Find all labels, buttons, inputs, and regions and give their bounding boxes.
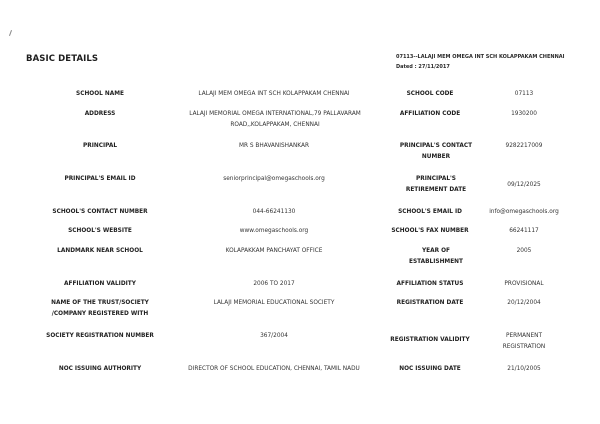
school-reference: 07113--LALAJI MEM OMEGA INT SCH KOLAPPAKAM CHENNAI [396, 54, 565, 60]
school-website-label: SCHOOL'S WEBSITE [68, 228, 132, 234]
noc-date-value: 21/10/2005 [507, 366, 541, 372]
registration-validity-value: PERMANENT REGISTRATION [502, 333, 546, 350]
trust-name-value: LALAJI MEMORIAL EDUCATIONAL SOCIETY [213, 300, 335, 306]
school-fax-label: SCHOOL'S FAX NUMBER [391, 228, 469, 234]
society-registration-label: SOCIETY REGISTRATION NUMBER [46, 333, 154, 339]
document-date: Dated : 27/11/2017 [396, 64, 450, 70]
school-contact-value: 044-66241130 [252, 209, 296, 215]
principal-email-label: PRINCIPAL'S EMAIL ID [64, 176, 136, 182]
principal-email-value: seniorprincipal@omegaschools.org [223, 176, 325, 182]
registration-validity-label: REGISTRATION VALIDITY [390, 337, 470, 343]
noc-authority-label: NOC ISSUING AUTHORITY [58, 366, 142, 372]
school-website-value: www.omegaschools.org [239, 228, 309, 234]
principal-value: MR S BHAVANISHANKAR [239, 143, 309, 149]
school-name-label: SCHOOL NAME [76, 91, 124, 97]
year-established-label: YEAR OF ESTABLISHMENT [409, 248, 463, 265]
affiliation-status-label: AFFILIATION STATUS [396, 281, 464, 287]
registration-date-value: 20/12/2004 [507, 300, 541, 306]
address-value: LALAJI MEMORIAL OMEGA INTERNATIONAL,79 PALLAVARAM ROAD,,KOLAPPAKAM, CHENNAI [189, 111, 361, 128]
registration-date-label: REGISTRATION DATE [396, 300, 464, 306]
page-title: BASIC DETAILS [26, 54, 99, 64]
school-fax-value: 66241117 [509, 228, 539, 234]
principal-retirement-label: PRINCIPAL'S RETIREMENT DATE [405, 176, 467, 193]
affiliation-code-label: AFFILIATION CODE [399, 111, 461, 117]
landmark-value: KOLAPAKKAM PANCHAYAT OFFICE [225, 248, 323, 254]
school-code-label: SCHOOL CODE [406, 91, 454, 97]
affiliation-validity-value: 2006 TO 2017 [253, 281, 295, 287]
principal-contact-label: PRINCIPAL'S CONTACT NUMBER [399, 143, 473, 160]
affiliation-status-value: PROVISIONAL [504, 281, 544, 287]
noc-date-label: NOC ISSUING DATE [399, 366, 461, 372]
principal-label: PRINCIPAL [82, 143, 118, 149]
address-label: ADDRESS [84, 111, 116, 117]
noc-authority-value: DIRECTOR OF SCHOOL EDUCATION, CHENNAI, TAMIL NADU [188, 366, 360, 372]
school-name-value: LALAJI MEM OMEGA INT SCH KOLAPPAKAM CHENNAI [198, 91, 350, 97]
landmark-label: LANDMARK NEAR SCHOOL [57, 248, 143, 254]
school-email-value: info@omegaschools.org [489, 209, 559, 215]
school-contact-label: SCHOOL'S CONTACT NUMBER [52, 209, 148, 215]
principal-retirement-value: 09/12/2025 [507, 182, 541, 188]
school-code-value: 07113 [514, 91, 534, 97]
year-established-value: 2005 [516, 248, 532, 254]
affiliation-validity-label: AFFILIATION VALIDITY [64, 281, 136, 287]
scan-mark [9, 30, 12, 36]
principal-contact-value: 9282217009 [505, 143, 543, 149]
affiliation-code-value: 1930200 [511, 111, 537, 117]
school-email-label: SCHOOL'S EMAIL ID [398, 209, 462, 215]
trust-name-label: NAME OF THE TRUST/SOCIETY /COMPANY REGISTERED WITH [51, 300, 149, 317]
society-registration-value: 367/2004 [260, 333, 288, 339]
